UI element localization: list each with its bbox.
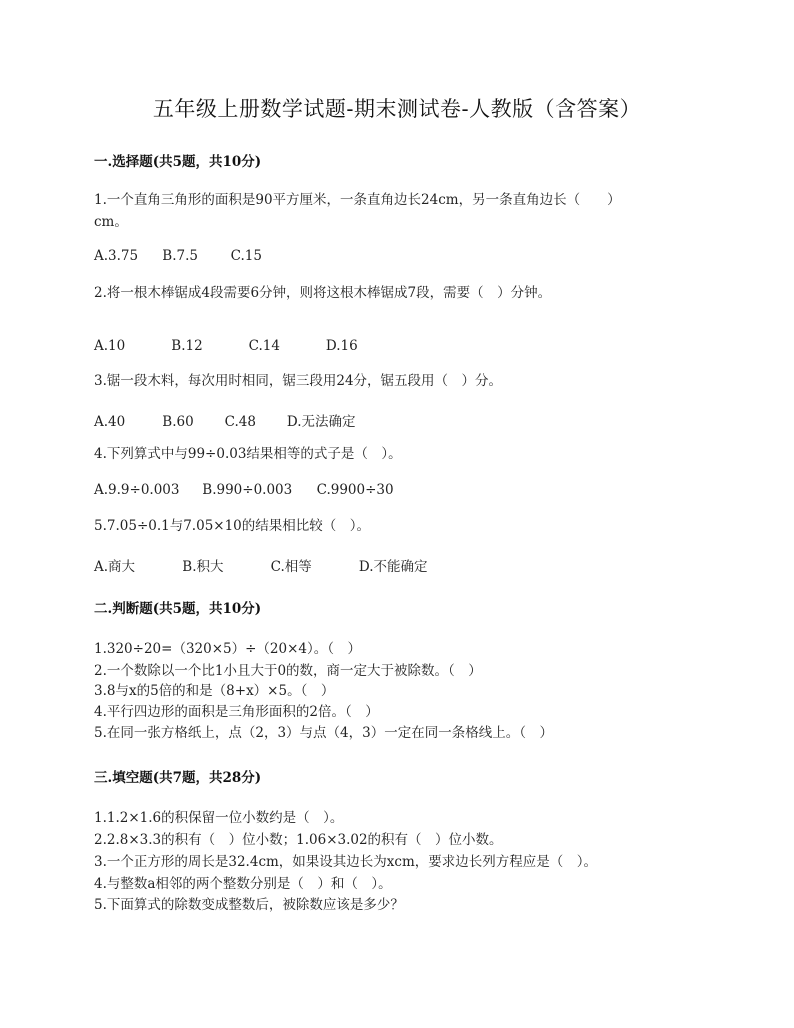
judgement-item: 5.在同一张方格纸上，点（2，3）与点（4，3）一定在同一条格线上。（ ） (94, 725, 553, 741)
option: C.48 (224, 414, 256, 430)
question-2-options (94, 338, 358, 354)
option: B.积大 (182, 559, 224, 575)
option: D.不能确定 (358, 559, 428, 575)
option: A.10 (94, 338, 126, 354)
fill-item: 3.一个正方形的周长是32.4cm，如果设其边长为xcm，要求边长列方程应是（ ）。 (94, 854, 598, 870)
fill-item: 4.与整数a相邻的两个整数分别是（ ）和（ ）。 (94, 876, 392, 892)
option: D.16 (325, 338, 358, 354)
question-4: 4.下列算式中与99÷0.03结果相等的式子是（ ）。 (94, 446, 402, 462)
option: A.9.9÷0.003 (94, 482, 180, 498)
option: C.15 (230, 248, 262, 264)
option: C.9900÷30 (316, 482, 394, 498)
question-1-options (94, 248, 262, 264)
option: B.12 (171, 338, 203, 354)
option: C.相等 (270, 559, 312, 575)
option: D.无法确定 (286, 414, 356, 430)
option: C.14 (248, 338, 280, 354)
option: A.商大 (94, 559, 136, 575)
question-2: 2.将一根木棒锯成4段需要6分钟，则将这根木棒锯成7段，需要（ ）分钟。 (94, 285, 552, 301)
section-heading-choice: 一.选择题(共5题，共10分) (94, 154, 262, 170)
option: B.7.5 (162, 248, 198, 264)
question-5-options (94, 555, 428, 575)
judgement-item: 4.平行四边形的面积是三角形面积的2倍。（ ） (94, 704, 379, 720)
question-1: 1.一个直角三角形的面积是90平方厘米，一条直角边长24cm，另一条直角边长（ ）cm。 (94, 192, 621, 230)
question-3-options (94, 410, 356, 430)
question-3: 3.锯一段木料，每次用时相同，锯三段用24分，锯五段用（ ）分。 (94, 373, 503, 389)
option: B.990÷0.003 (202, 482, 293, 498)
option: B.60 (162, 414, 194, 430)
page-title: 五年级上册数学试题-期末测试卷-人教版（含答案） (152, 97, 642, 121)
option: A.40 (94, 414, 126, 430)
section-heading-judgement: 二.判断题(共5题，共10分) (94, 601, 262, 617)
judgement-item: 2.一个数除以一个比1小且大于0的数，商一定大于被除数。（ ） (94, 663, 482, 679)
fill-item: 2.2.8×3.3的积有（ ）位小数；1.06×3.02的积有（ ）位小数。 (94, 832, 503, 848)
fill-item: 1.1.2×1.6的积保留一位小数约是（ ）。 (94, 810, 344, 826)
section-heading-fill: 三.填空题(共7题，共28分) (94, 770, 262, 786)
judgement-item: 3.8与x的5倍的和是（8+x）×5。（ ） (94, 683, 335, 699)
question-4-options (94, 482, 394, 498)
option: A.3.75 (94, 248, 139, 264)
fill-item: 5.下面算式的除数变成整数后，被除数应该是多少？ (94, 897, 404, 913)
judgement-item: 1.320÷20=（320×5）÷（20×4）。（ ） (94, 641, 362, 657)
question-5: 5.7.05÷0.1与7.05×10的结果相比较（ ）。 (94, 518, 371, 534)
